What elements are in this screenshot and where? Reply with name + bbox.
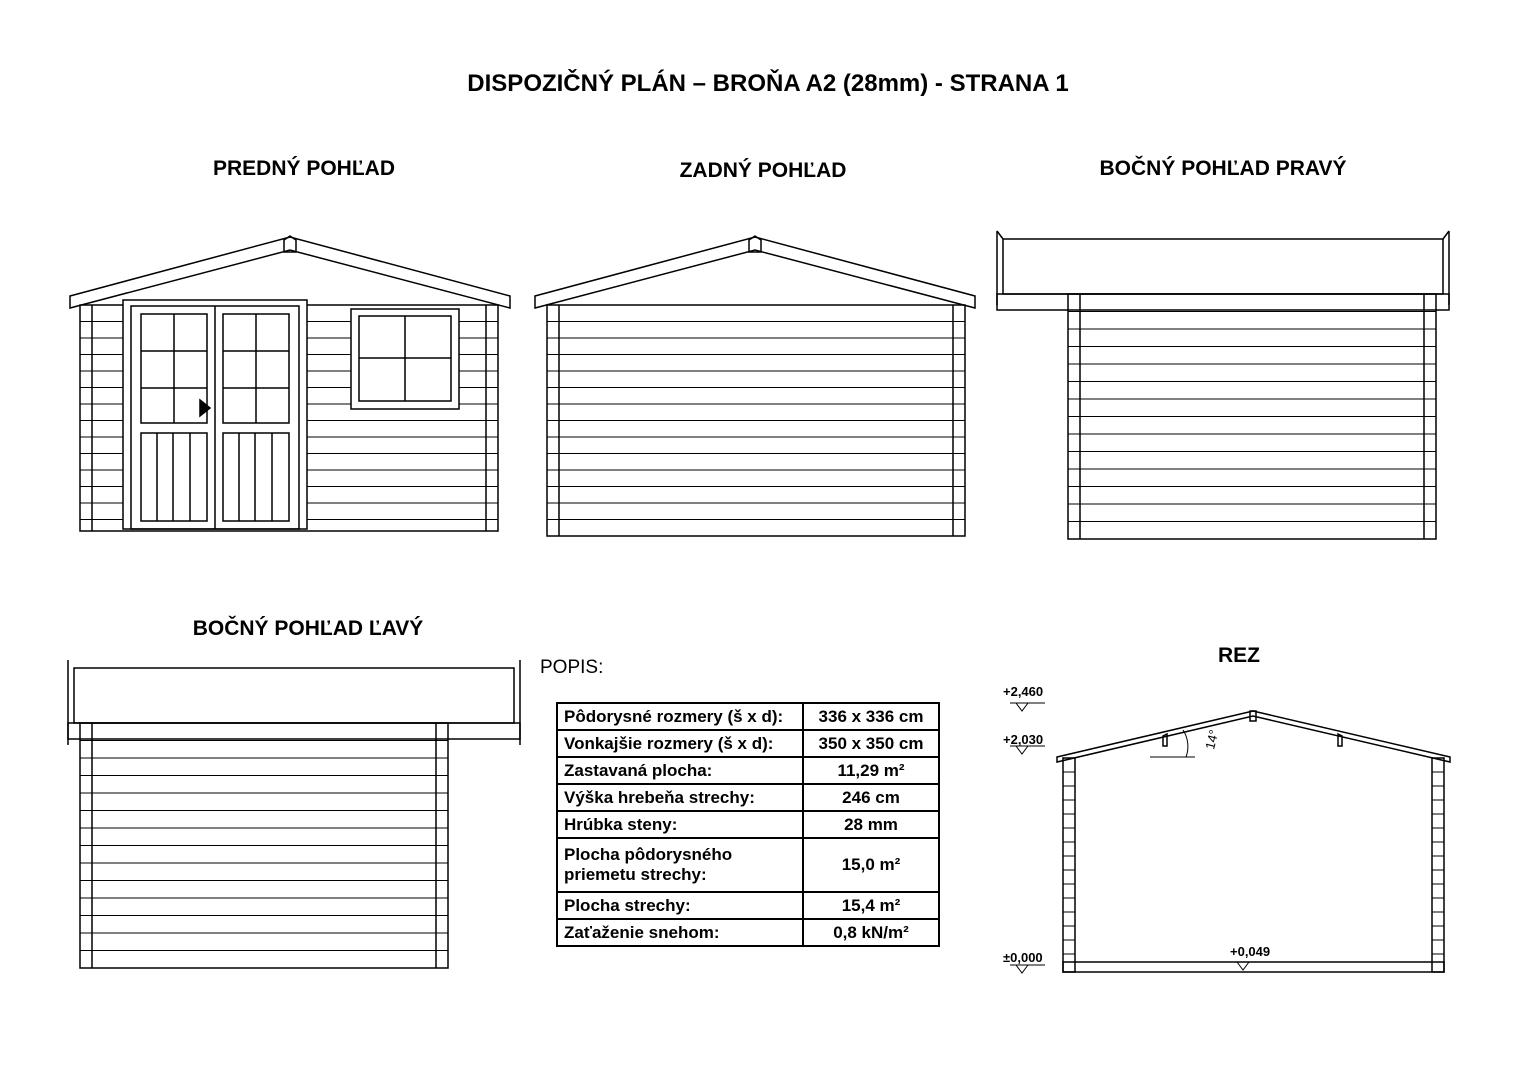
left-view-label: BOČNÝ POHĽAD ĽAVÝ <box>192 617 424 640</box>
roof-angle-label: 14° <box>1202 728 1222 751</box>
section-view-label: REZ <box>1218 644 1260 667</box>
back-elevation <box>535 236 975 536</box>
level-floor-label: +0,049 <box>1230 944 1271 959</box>
table-row: Plocha pôdorysného priemetu strechy: 15,0 m² <box>557 838 939 892</box>
level-ground-label: ±0,000 <box>1003 950 1043 965</box>
table-row: Výška hrebeňa strechy: 246 cm <box>557 784 939 811</box>
table-row: Hrúbka steny: 28 mm <box>557 811 939 838</box>
left-side-elevation <box>68 660 520 968</box>
table-row: Plocha strechy: 15,4 m² <box>557 892 939 919</box>
right-side-elevation <box>997 231 1449 539</box>
parameters-table <box>556 702 940 947</box>
table-row: Zaťaženie snehom: 0,8 kN/m² <box>557 919 939 946</box>
table-row: Pôdorysné rozmery (š x d): 336 x 336 cm <box>557 703 939 730</box>
description-label: POPIS: <box>540 657 604 678</box>
page-title: DISPOZIČNÝ PLÁN – BROŇA A2 (28mm) - STRANA 1 <box>467 70 1069 97</box>
front-view-label: PREDNÝ POHĽAD <box>212 157 396 180</box>
section-drawing <box>1010 703 1450 973</box>
back-view-label: ZADNÝ POHĽAD <box>679 159 847 182</box>
right-view-label: BOČNÝ POHĽAD PRAVÝ <box>1099 157 1347 180</box>
table-row: Zastavaná plocha: 11,29 m² <box>557 757 939 784</box>
level-ridge-label: +2,460 <box>1003 684 1044 699</box>
level-eave-label: +2,030 <box>1003 732 1044 747</box>
table-row: Vonkajšie rozmery (š x d): 350 x 350 cm <box>557 730 939 757</box>
front-elevation <box>70 236 510 531</box>
